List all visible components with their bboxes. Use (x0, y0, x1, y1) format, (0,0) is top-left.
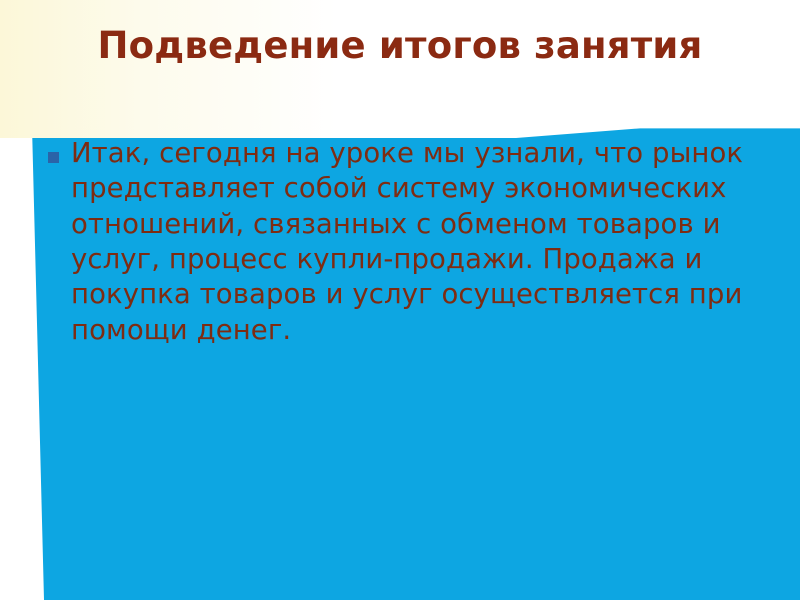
slide-body (48, 136, 748, 348)
page-title: Подведение итогов занятия (97, 24, 703, 67)
slide-header-band (0, 0, 800, 138)
square-bullet-icon (48, 152, 59, 163)
body-paragraph: Итак, сегодня на уроке мы узнали, что рынок представляет собой систему экономических отношений, связанных с обменом товаров и услуг, процесс купли-продажи. Продажа и покупка товаров и услуг осуществляется при помощи денег. (71, 137, 744, 346)
